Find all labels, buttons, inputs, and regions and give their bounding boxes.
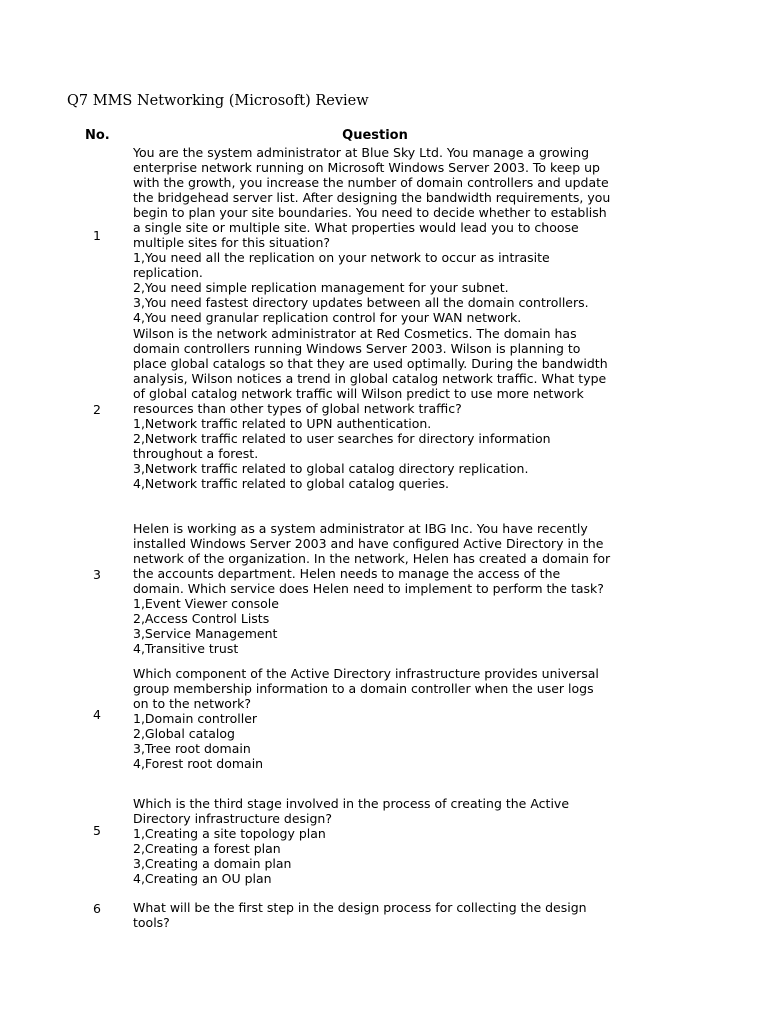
question-line: Wilson is the network administrator at Red Cosmetics. The domain has <box>133 326 577 341</box>
question-text <box>133 666 623 771</box>
question-line: 4,Forest root domain <box>133 756 264 771</box>
question-line: Directory infrastructure design? <box>133 811 332 826</box>
question-line: network of the organization. In the network, Helen has created a domain for <box>133 551 611 566</box>
question-line: 2,Creating a forest plan <box>133 841 281 856</box>
question-line: installed Windows Server 2003 and have configured Active Directory in the <box>133 536 604 551</box>
question-line: 1,Creating a site topology plan <box>133 826 326 841</box>
question-line: the bridgehead server list. After designing the bandwidth requirements, you <box>133 190 611 205</box>
question-line: Helen is working as a system administrator at IBG Inc. You have recently <box>133 521 588 536</box>
question-line: You are the system administrator at Blue Sky Ltd. You manage a growing <box>133 145 590 160</box>
question-number: 2 <box>93 402 101 417</box>
question-line: of global catalog network traffic will Wilson predict to use more network <box>133 386 584 401</box>
question-line: throughout a forest. <box>133 446 259 461</box>
question-line: group membership information to a domain controller when the user logs <box>133 681 594 696</box>
question-line: 3,Creating a domain plan <box>133 856 292 871</box>
question-line: the accounts department. Helen needs to manage the access of the <box>133 566 561 581</box>
question-text <box>133 145 623 325</box>
question-line: 1,Network traffic related to UPN authentication. <box>133 416 432 431</box>
question-line: place global catalogs so that they are used optimally. During the bandwidth <box>133 356 608 371</box>
question-line: on to the network? <box>133 696 251 711</box>
question-line: 4,Transitive trust <box>133 641 239 656</box>
question-line: tools? <box>133 915 170 930</box>
question-line: 2,You need simple replication management for your subnet. <box>133 280 509 295</box>
question-line: a single site or multiple site. What properties would lead you to choose <box>133 220 579 235</box>
question-line: domain controllers running Windows Server 2003. Wilson is planning to <box>133 341 581 356</box>
question-line: 4,You need granular replication control for your WAN network. <box>133 310 522 325</box>
question-line: Which component of the Active Directory infrastructure provides universal <box>133 666 599 681</box>
question-text <box>133 796 623 886</box>
question-line: 1,Domain controller <box>133 711 258 726</box>
question-line: 3,Service Management <box>133 626 278 641</box>
question-line: 4,Network traffic related to global catalog queries. <box>133 476 449 491</box>
column-header-question: Question <box>342 128 408 143</box>
question-line: Which is the third stage involved in the process of creating the Active <box>133 796 570 811</box>
document-title: Q7 MMS Networking (Microsoft) Review <box>67 93 369 109</box>
question-line: 3,You need fastest directory updates between all the domain controllers. <box>133 295 589 310</box>
question-line: 1,Event Viewer console <box>133 596 279 611</box>
question-line: 2,Network traffic related to user searches for directory information <box>133 431 551 446</box>
question-number: 1 <box>93 228 101 243</box>
question-text <box>133 326 623 491</box>
question-number: 4 <box>93 707 101 722</box>
question-line: 4,Creating an OU plan <box>133 871 272 886</box>
question-text <box>133 521 623 656</box>
question-line: multiple sites for this situation? <box>133 235 331 250</box>
question-line: 2,Global catalog <box>133 726 235 741</box>
question-line: domain. Which service does Helen need to implement to perform the task? <box>133 581 604 596</box>
question-line: 3,Tree root domain <box>133 741 251 756</box>
question-number: 6 <box>93 901 101 916</box>
question-line: 1,You need all the replication on your network to occur as intrasite <box>133 250 550 265</box>
question-text <box>133 900 623 930</box>
question-number: 5 <box>93 823 101 838</box>
question-line: analysis, Wilson notices a trend in global catalog network traffic. What type <box>133 371 607 386</box>
question-line: What will be the first step in the design process for collecting the design <box>133 900 587 915</box>
question-line: replication. <box>133 265 203 280</box>
question-line: enterprise network running on Microsoft Windows Server 2003. To keep up <box>133 160 600 175</box>
column-header-no: No. <box>85 128 110 143</box>
question-line: 3,Network traffic related to global catalog directory replication. <box>133 461 529 476</box>
question-line: with the growth, you increase the number of domain controllers and update <box>133 175 609 190</box>
question-line: begin to plan your site boundaries. You need to decide whether to establish <box>133 205 607 220</box>
question-line: resources than other types of global network traffic? <box>133 401 462 416</box>
question-number: 3 <box>93 567 101 582</box>
question-line: 2,Access Control Lists <box>133 611 270 626</box>
